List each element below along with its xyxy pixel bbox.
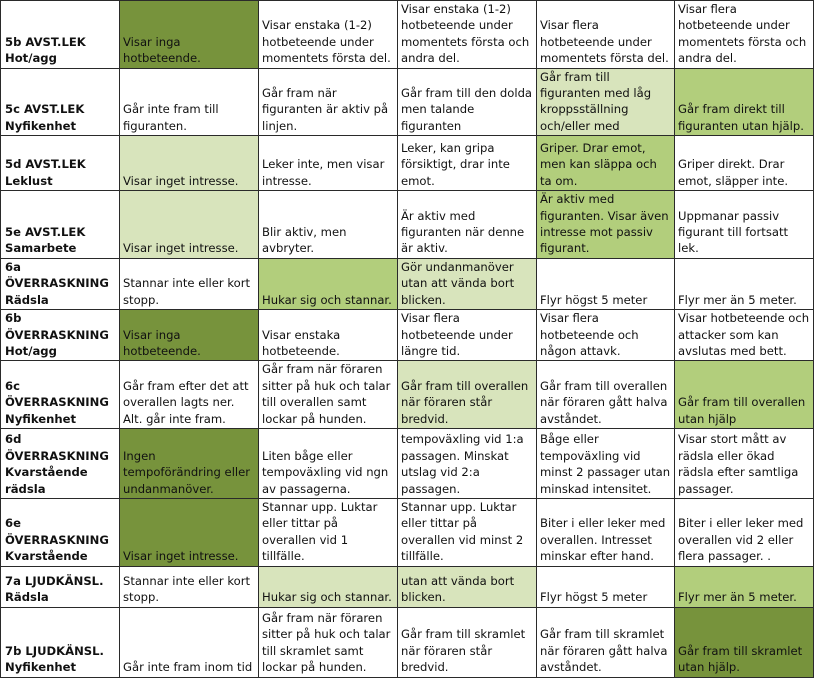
- table-row: [1, 191, 814, 259]
- row-header: 7a LJUDKÄNSL. Rädsla: [1, 566, 120, 607]
- table-cell: Liten båge eller tempoväxling vid ngn av passagerna.: [259, 428, 398, 498]
- table-cell: Visar flera hotbeteende under längre tid.: [398, 310, 537, 361]
- table-cell: Går inte fram inom tid: [120, 607, 259, 677]
- row-header: 5b AVST.LEK Hot/agg: [1, 1, 120, 69]
- table-cell: Går fram när föraren sitter på huk och talar till skramlet samt lockar på hunden.: [259, 607, 398, 677]
- table-cell: Stannar upp. Luktar eller tittar på overallen vid 1 tillfälle.: [259, 498, 398, 566]
- table-row: [1, 1, 814, 69]
- table-cell: Blir aktiv, men avbryter.: [259, 191, 398, 259]
- table-cell: Går fram när föraren sitter på huk och talar till overallen samt lockar på hunden.: [259, 361, 398, 429]
- table-cell: Visar enstaka hotbeteende.: [259, 310, 398, 361]
- table-row: [1, 607, 814, 677]
- table-cell: tempoväxling vid 1:a passagen. Minskat utslag vid 2:a passagen.: [398, 428, 537, 498]
- table-cell: Visar stort mått av rädsla eller ökad rädsla efter samtliga passager.: [675, 428, 814, 498]
- table-cell: Stannar upp. Luktar eller tittar på overallen vid minst 2 tillfälle.: [398, 498, 537, 566]
- table-cell: Stannar inte eller kort stopp.: [120, 258, 259, 309]
- table-cell: Flyr högst 5 meter: [537, 258, 675, 309]
- table-cell: Går fram till skramlet när föraren står bredvid.: [398, 607, 537, 677]
- row-header: 6e ÖVERRASKNING Kvarstående: [1, 498, 120, 566]
- table-cell: Flyr högst 5 meter: [537, 566, 675, 607]
- table-row: [1, 136, 814, 191]
- table-cell: Går fram efter det att overallen lagts ner. Alt. går inte fram.: [120, 361, 259, 429]
- table-cell: Visar flera hotbeteende under momentets första och andra del.: [675, 1, 814, 69]
- table-row: [1, 428, 814, 498]
- table-cell: Flyr mer än 5 meter.: [675, 566, 814, 607]
- table-cell: Båge eller tempoväxling vid minst 2 passager utan minskad intensitet.: [537, 428, 675, 498]
- table-row: [1, 498, 814, 566]
- table-cell: Går fram direkt till figuranten utan hjälp.: [675, 68, 814, 136]
- table-cell: Går inte fram till figuranten.: [120, 68, 259, 136]
- table-cell: Går fram till overallen när föraren gått halva avståndet.: [537, 361, 675, 429]
- table-cell: Biter i eller leker med overallen vid 2 eller flera passager. .: [675, 498, 814, 566]
- table-cell: Biter i eller leker med overallen. Intresset minskar efter hand.: [537, 498, 675, 566]
- table-cell: Flyr mer än 5 meter.: [675, 258, 814, 309]
- table-cell: Leker inte, men visar intresse.: [259, 136, 398, 191]
- table-row: [1, 566, 814, 607]
- table-cell: Visar inget intresse.: [120, 191, 259, 259]
- table-cell: Visar enstaka (1-2) hotbeteende under momentets första och andra del.: [398, 1, 537, 69]
- table-cell: Är aktiv med figuranten när denne är aktiv.: [398, 191, 537, 259]
- table-cell: Går fram till skramlet utan hjälp.: [675, 607, 814, 677]
- table-cell: Är aktiv med figuranten. Visar även intresse mot passiv figurant.: [537, 191, 675, 259]
- row-header: 5c AVST.LEK Nyfikenhet: [1, 68, 120, 136]
- table-cell: Går fram till skramlet när föraren gått halva avståndet.: [537, 607, 675, 677]
- table-cell: Visar inget intresse.: [120, 498, 259, 566]
- table-cell: Visar flera hotbeteende under momentets första del.: [537, 1, 675, 69]
- table-cell: Leker, kan gripa försiktigt, drar inte emot.: [398, 136, 537, 191]
- table-cell: Visar enstaka (1-2) hotbeteende under momentets första del.: [259, 1, 398, 69]
- table-cell: Går fram till overallen utan hjälp: [675, 361, 814, 429]
- table-cell: Går fram till figuranten med låg kroppsställning och/eller med: [537, 68, 675, 136]
- table-row: [1, 68, 814, 136]
- row-header: 7b LJUDKÄNSL. Nyfikenhet: [1, 607, 120, 677]
- table-cell: Går fram till den dolda men talande figuranten: [398, 68, 537, 136]
- table-cell: Ingen tempoförändring eller undanmanöver.: [120, 428, 259, 498]
- table-row: [1, 310, 814, 361]
- table-cell: utan att vända bort blicken.: [398, 566, 537, 607]
- table-cell: Visar flera hotbeteende och någon attavk.: [537, 310, 675, 361]
- table-cell: Hukar sig och stannar.: [259, 566, 398, 607]
- row-header: 6d ÖVERRASKNING Kvarstående rädsla: [1, 428, 120, 498]
- table-cell: Uppmanar passiv figurant till fortsatt lek.: [675, 191, 814, 259]
- table-cell: Går fram när figuranten är aktiv på linjen.: [259, 68, 398, 136]
- row-header: 5d AVST.LEK Leklust: [1, 136, 120, 191]
- table-cell: Visar inga hotbeteende.: [120, 310, 259, 361]
- table-cell: Visar hotbeteende och attacker som kan avslutas med bett.: [675, 310, 814, 361]
- table-cell: Griper direkt. Drar emot, släpper inte.: [675, 136, 814, 191]
- table-row: [1, 361, 814, 429]
- table-cell: Går fram till overallen när föraren står bredvid.: [398, 361, 537, 429]
- row-header: 6a ÖVERRASKNING Rädsla: [1, 258, 120, 309]
- row-header: 6b ÖVERRASKNING Hot/agg: [1, 310, 120, 361]
- table-cell: Stannar inte eller kort stopp.: [120, 566, 259, 607]
- table-cell: Visar inget intresse.: [120, 136, 259, 191]
- table-cell: Hukar sig och stannar.: [259, 258, 398, 309]
- row-header: 5e AVST.LEK Samarbete: [1, 191, 120, 259]
- table-cell: Visar inga hotbeteende.: [120, 1, 259, 69]
- table-cell: Gör undanmanöver utan att vända bort blicken.: [398, 258, 537, 309]
- row-header: 6c ÖVERRASKNING Nyfikenhet: [1, 361, 120, 429]
- table-row: [1, 258, 814, 309]
- table-cell: Griper. Drar emot, men kan släppa och ta om.: [537, 136, 675, 191]
